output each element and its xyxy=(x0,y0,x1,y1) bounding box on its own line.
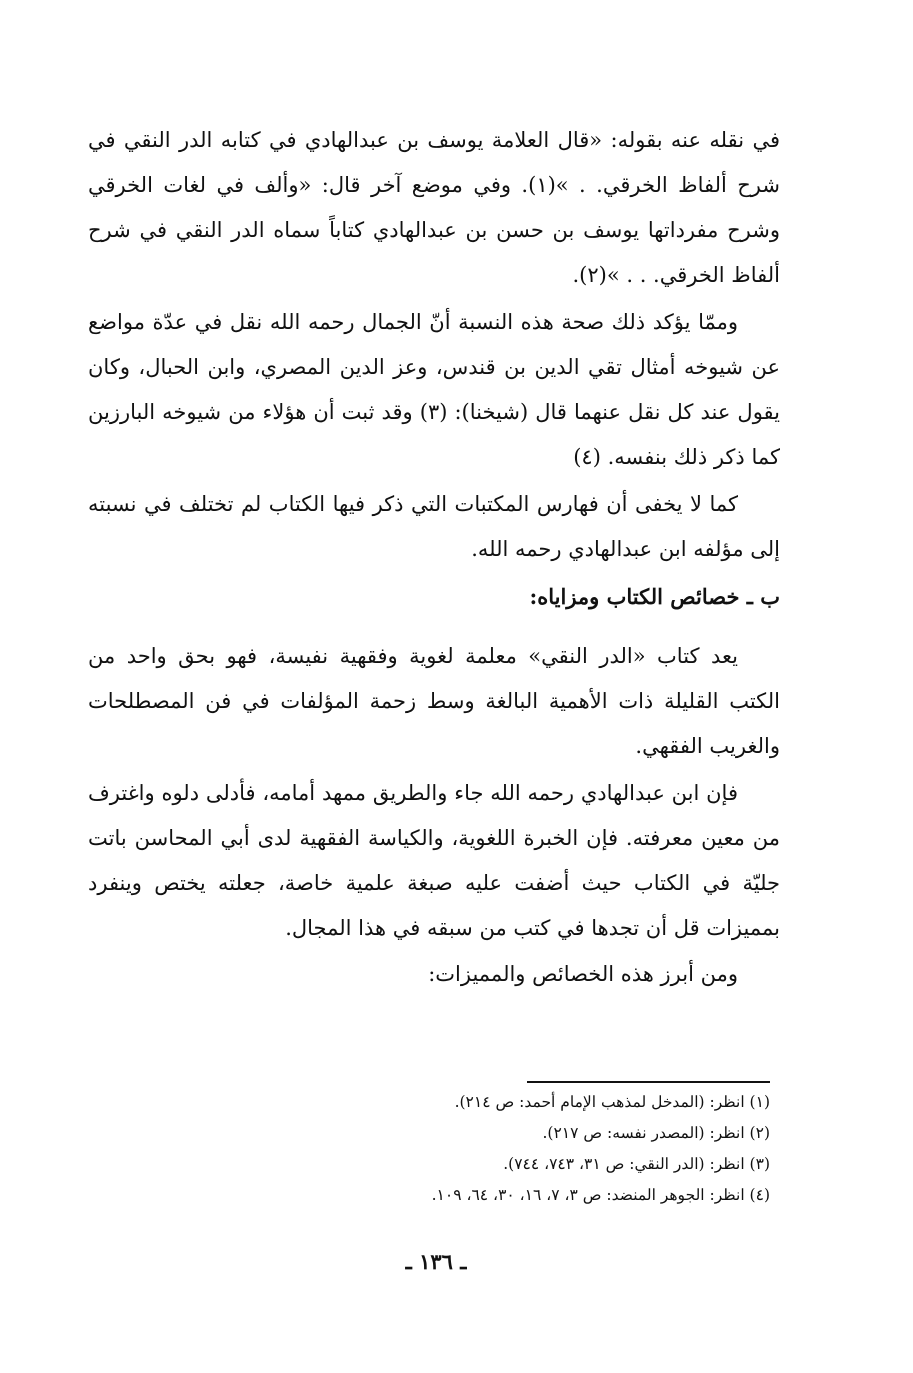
section-heading: ب ـ خصائص الكتاب ومزاياه: xyxy=(529,584,780,609)
footnotes xyxy=(150,1087,770,1211)
paragraph-author-expertise: فإن ابن عبدالهادي رحمه الله جاء والطريق ممهد أمامه، فأدلى دلوه واغترف من معين معرفته. فإن الخبرة اللغوية، والكياسة الفقهية لدى أبي المحاسن باتت جليّة في الكتاب حيث أضفت عليه صبغة علمية خاصة، جعلته يختص وينفرد بمميزات قل أن تجدها في كتب من سبقه في هذا المجال. xyxy=(88,781,780,940)
footnote-4: (٤) انظر: الجوهر المنضد: ص ٣، ٧، ١٦، ٣٠، ٦٤، ١٠٩. xyxy=(431,1186,770,1204)
paragraph-book-importance: يعد كتاب «الدر النقي» معلمة لغوية وفقهية نفيسة، فهو بحق واحد من الكتب القليلة ذات الأهمية البالغة وسط زحمة المؤلفات في فن المصطلحات والغريب الفقهي. xyxy=(88,644,780,758)
paragraph-citation-intro: في نقله عنه بقوله: «قال العلامة يوسف بن عبدالهادي في كتابه الدر النقي في شرح ألفاظ الخرقي. . »(١). وفي موضع آخر قال: «وألف في لغات الخرقي وشرح مفرداتها يوسف بن حسن بن عبدالهادي كتاباً سماه الدر النقي في شرح ألفاظ الخرقي. . . »(٢). xyxy=(88,128,780,287)
footnote-3: (٣) انظر: (الدر النقي: ص ٣١، ٧٤٣، ٧٤٤). xyxy=(503,1155,770,1173)
page-number: ـ ١٣٦ ـ xyxy=(405,1249,467,1274)
paragraph-catalogs: كما لا يخفى أن فهارس المكتبات التي ذكر فيها الكتاب لم تختلف في نسبته إلى مؤلفه ابن عبدالهادي رحمه الله. xyxy=(88,492,780,561)
paragraph-attribution-evidence: وممّا يؤكد ذلك صحة هذه النسبة أنّ الجمال رحمه الله نقل في عدّة مواضع عن شيوخه أمثال تقي الدين بن قندس، وعز الدين المصري، وابن الحبال، وكان يقول عند كل نقل عنهما قال (شيخنا): (٣) وقد ثبت أن هؤلاء من شيوخه البارزين كما ذكر ذلك بنفسه. (٤) xyxy=(88,310,781,469)
footnote-2: (٢) انظر: (المصدر نفسه: ص ٢١٧). xyxy=(542,1124,770,1142)
paragraph-features-intro: ومن أبرز هذه الخصائص والمميزات: xyxy=(428,962,738,986)
footnote-1: (١) انظر: (المدخل لمذهب الإمام أحمد: ص ٢١٤). xyxy=(454,1093,770,1111)
footnote-divider xyxy=(527,1081,770,1083)
